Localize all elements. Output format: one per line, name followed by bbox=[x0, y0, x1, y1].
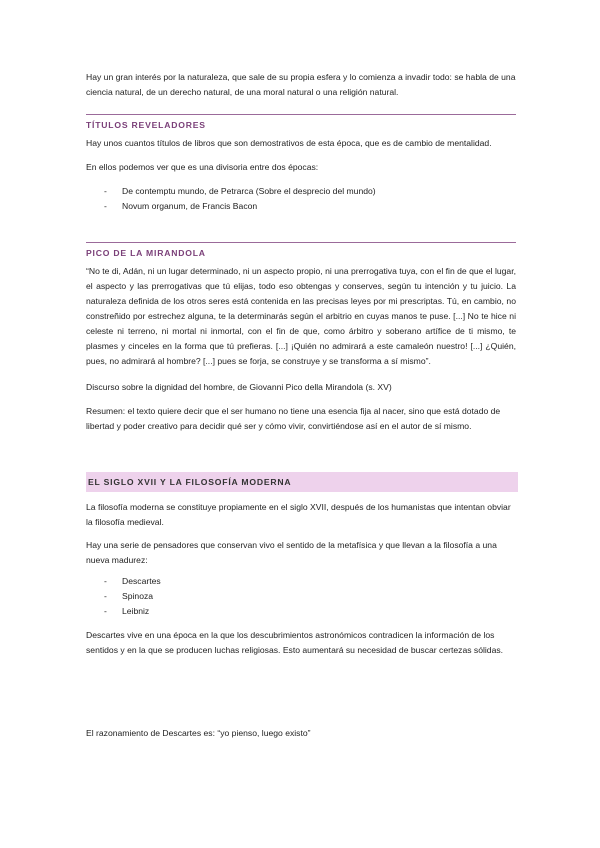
list-item: - Descartes bbox=[86, 574, 516, 589]
siglo-paragraph-1: La filosofía moderna se constituye propiamente en el siglo XVII, después de los humanistas que intentan obviar la filosofía medieval. bbox=[86, 502, 511, 527]
section-divider-pico bbox=[86, 242, 516, 243]
section-heading-siglo: EL SIGLO XVII Y LA FILOSOFÍA MODERNA bbox=[88, 477, 292, 487]
titulos-list bbox=[86, 184, 516, 214]
section-band-siglo bbox=[86, 472, 518, 492]
list-item: - Novum organum, de Francis Bacon bbox=[86, 199, 516, 214]
section-divider-titulos bbox=[86, 114, 516, 115]
siglo-paragraph-4: El razonamiento de Descartes es: “yo pienso, luego existo” bbox=[86, 728, 311, 738]
siglo-paragraph-2: Hay una serie de pensadores que conservan vivo el sentido de la metafísica y que llevan a la filosofía a una nueva madurez: bbox=[86, 540, 497, 565]
list-item: - De contemptu mundo, de Petrarca (Sobre el desprecio del mundo) bbox=[86, 184, 516, 199]
titulos-paragraph-1: Hay unos cuantos títulos de libros que son demostrativos de esta época, que es de cambio de mentalidad. bbox=[86, 138, 492, 148]
section-heading-titulos: TÍTULOS REVELADORES bbox=[86, 120, 206, 130]
list-item: - Leibniz bbox=[86, 604, 516, 619]
siglo-paragraph-3: Descartes vive en una época en la que los descubrimientos astronómicos contradicen la información de los sentidos y en la que se producen luchas religiosas. Esto aumentará su necesidad de buscar certezas sólidas. bbox=[86, 630, 504, 655]
intro-paragraph: Hay un gran interés por la naturaleza, que sale de su propia esfera y lo comienza a invadir todo: se habla de una ciencia natural, de un derecho natural, de una moral natural o una religión natural. bbox=[86, 72, 516, 97]
list-item: - Spinoza bbox=[86, 589, 516, 604]
section-heading-pico: PICO DE LA MIRANDOLA bbox=[86, 248, 206, 258]
thinkers-list bbox=[86, 574, 516, 619]
titulos-paragraph-2: En ellos podemos ver que es una divisoria entre dos épocas: bbox=[86, 162, 319, 172]
pico-summary: Resumen: el texto quiere decir que el ser humano no tiene una esencia fija al nacer, sino que está dotado de libertad y poder creativo para decidir qué ser y cómo vivir, convirtiéndose así en el autor de sí mismo. bbox=[86, 406, 501, 431]
pico-source: Discurso sobre la dignidad del hombre, de Giovanni Pico della Mirandola (s. XV) bbox=[86, 382, 392, 392]
pico-quote: “No te di, Adán, ni un lugar determinado, ni un aspecto propio, ni una prerrogativa tuya, con el fin de que el lugar, el aspecto y las prerrogativas que tú elijas, todo eso obtengas y conserves, según tu intención y tu juicio. La naturaleza definida de los otros seres está contenida en las precisas leyes por mi prescriptas. Tú, en cambio, no constreñido por estrechez alguna, te la determinarás según el arbitrio en cuyas manos te puse. [...] No te hice ni celeste ni terreno, ni mortal ni inmortal, con el fin de que, como árbitro y soberano artífice de ti mismo, te plasmes y cinceles en la forma que tú prefieras. [...] ¡Quién no admirará a este camaleón nuestro! [...] ¿Quién, pues, no admirará al hombre? [...] pues se forja, se construye y se transforma a sí mismo”. bbox=[86, 266, 516, 366]
